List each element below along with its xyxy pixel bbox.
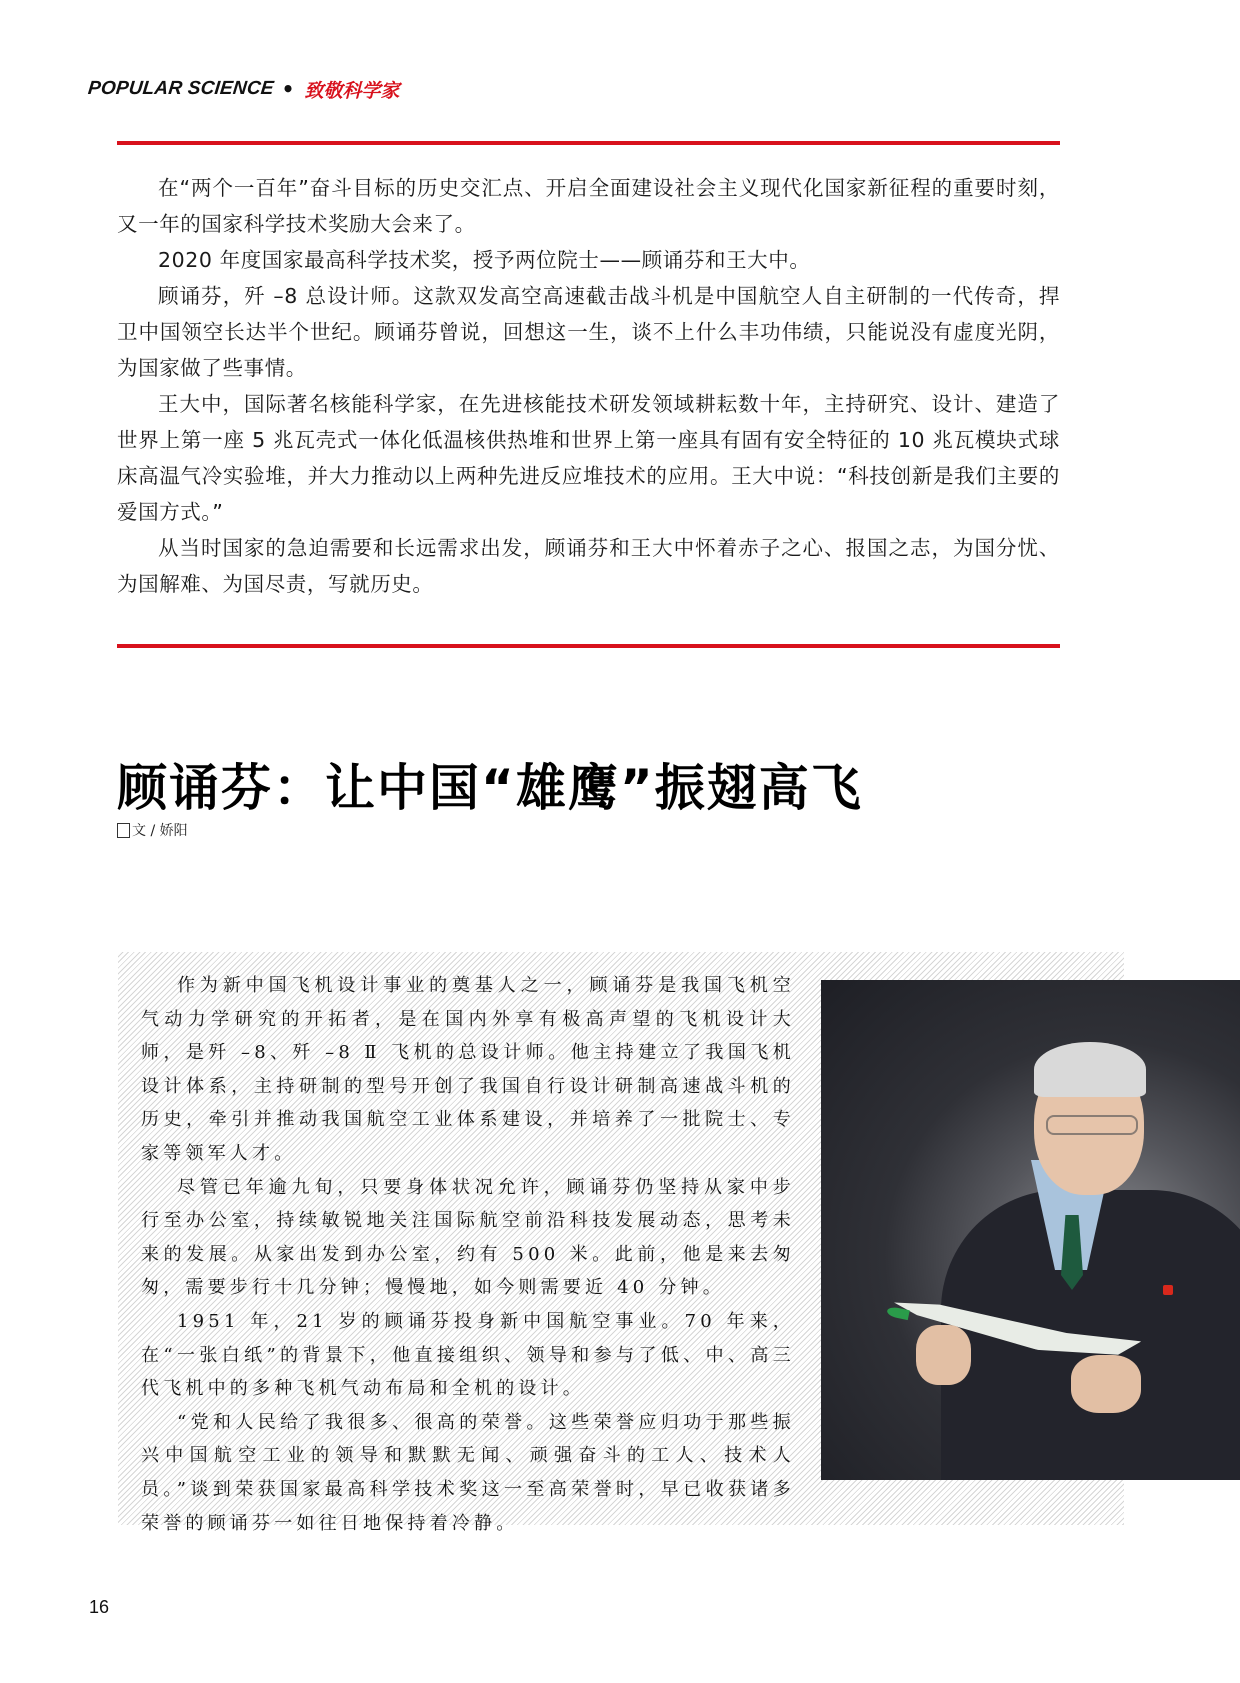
magazine-header	[88, 74, 399, 104]
byline	[117, 820, 188, 840]
intro-paragraph: 顾诵芬，歼 –8 总设计师。这款双发高空高速截击战斗机是中国航空人自主研制的一代传奇，捍卫中国领空长达半个世纪。顾诵芬曾说，回想这一生，谈不上什么丰功伟绩，只能说没有虚度光阴，为国家做了些事情。	[117, 284, 1060, 380]
photo-hair-shape	[1034, 1042, 1146, 1097]
byline-text: 文 / 娇阳	[132, 823, 188, 839]
portrait-photo	[821, 980, 1240, 1480]
section-name: 致敬科学家	[304, 79, 400, 102]
body-paragraph: 1951 年，21 岁的顾诵芬投身新中国航空事业。70 年来，在“一张白纸”的背景下，他直接组织、领导和参与了低、中、高三代飞机中的多种飞机气动布局和全机的设计。	[141, 1310, 795, 1400]
top-red-divider	[117, 141, 1060, 145]
article-title: 顾诵芬：让中国“雄鹰”振翅高飞	[117, 759, 863, 817]
header-separator: •	[281, 77, 295, 101]
intro-paragraph: 王大中，国际著名核能科学家，在先进核能技术研发领域耕耘数十年，主持研究、设计、建造了世界上第一座 5 兆瓦壳式一体化低温核供热堆和世界上第一座具有固有安全特征的 10 兆瓦模块式球床高温气冷实验堆，并大力推动以上两种先进反应堆技术的应用。王大中说：“科技创新是我们主要的爱国方式。”	[117, 392, 1060, 524]
article-body	[141, 969, 795, 1540]
body-paragraph: “党和人民给了我很多、很高的荣誉。这些荣誉应归功于那些振兴中国航空工业的领导和默默无闻、顽强奋斗的工人、技术人员。”谈到荣获国家最高科学技术奖这一至高荣誉时，早已收获诸多荣誉的顾诵芬一如往日地保持着冷静。	[141, 1411, 795, 1534]
intro-paragraph: 在“两个一百年”奋斗目标的历史交汇点、开启全面建设社会主义现代化国家新征程的重要时刻，又一年的国家科学技术奖励大会来了。	[117, 176, 1060, 236]
photo-right-hand-shape	[1071, 1355, 1141, 1413]
intro-block	[117, 170, 1060, 602]
party-badge-icon	[1163, 1285, 1173, 1295]
bottom-red-divider	[117, 644, 1060, 648]
body-paragraph: 作为新中国飞机设计事业的奠基人之一，顾诵芬是我国飞机空气动力学研究的开拓者，是在国内外享有极高声望的飞机设计大师，是歼 –8、歼 –8 Ⅱ 飞机的总设计师。他主持建立了我国飞机设计体系，主持研制的型号开创了我国自行设计研制高速战斗机的历史，牵引并推动我国航空工业体系建设，并培养了一批院士、专家等领军人才。	[141, 975, 795, 1164]
byline-box-icon	[117, 823, 130, 838]
photo-left-hand-shape	[916, 1325, 971, 1385]
intro-paragraph: 从当时国家的急迫需要和长远需求出发，顾诵芬和王大中怀着赤子之心、报国之志，为国分忧、为国解难、为国尽责，写就历史。	[117, 536, 1060, 596]
intro-paragraph: 2020 年度国家最高科学技术奖，授予两位院士——顾诵芬和王大中。	[158, 248, 811, 272]
magazine-brand: POPULAR SCIENCE	[86, 78, 275, 99]
body-paragraph: 尽管已年逾九旬，只要身体状况允许，顾诵芬仍坚持从家中步行至办公室，持续敏锐地关注国际航空前沿科技发展动态，思考未来的发展。从家出发到办公室，约有 500 米。此前，他是来去匆匆，需要步行十几分钟；慢慢地，如今则需要近 40 分钟。	[141, 1176, 795, 1299]
photo-glasses-shape	[1046, 1115, 1138, 1135]
page-number: 16	[89, 1597, 110, 1617]
